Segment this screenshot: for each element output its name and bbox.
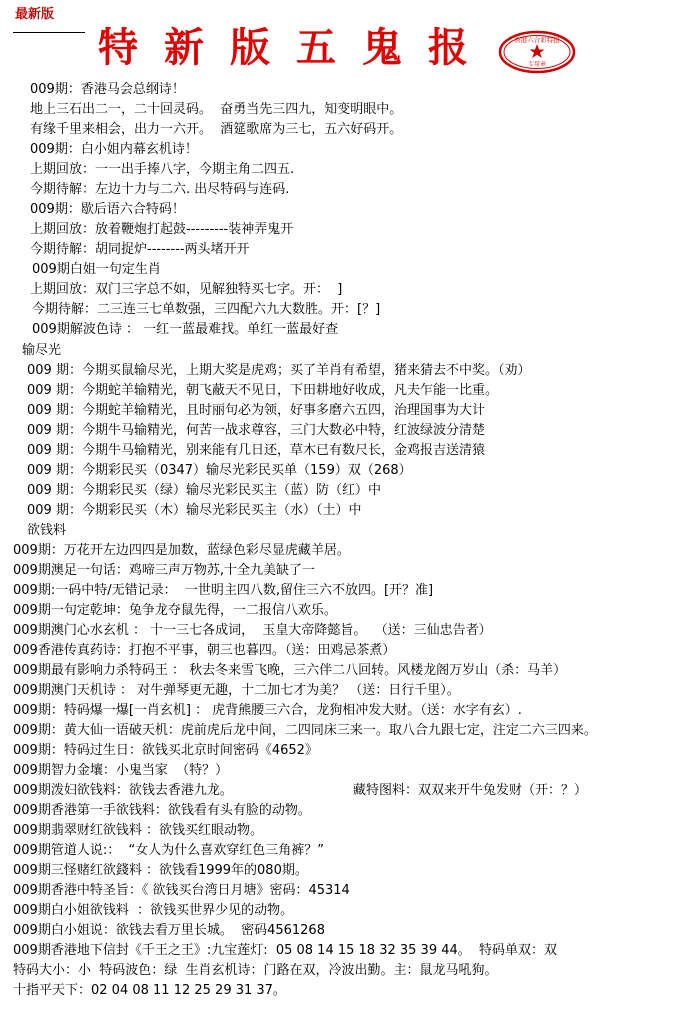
verse-line: 009期：白小姐内幕玄机诗！ [30, 142, 198, 157]
verse-line: 上期回放：一一出手捧八字，今期主角二四五. [30, 162, 295, 177]
page-title: 特新版五鬼报 [98, 24, 494, 71]
verse-line: 009 期：今期牛马输精光，别来能有几日还，草木已有数尺长，金鸡报吉送清猿 [27, 443, 485, 458]
verse-line: 十指平天下：02 04 08 11 12 25 29 31 37。 [13, 983, 286, 998]
verse-line: 009期：特码过生日：欲钱买北京时间密码《4652》 [13, 743, 318, 758]
verse-line: 地上三石出二一，二十回灵码。 奋勇当先三四九，知变明眼中。 [30, 102, 403, 117]
verse-line: 009期白姐一句定生肖 [32, 262, 161, 277]
svg-text:专用章: 专用章 [527, 61, 547, 68]
verse-line: 009期最有影响力杀特码王 ： 秋去冬来雪飞晚，三六伴二八回转。风楼龙阁万岁山（杀：马羊） [13, 663, 567, 678]
verse-line: 009 期：今期彩民买（0347）输尽光彩民买单（159）双（268） [27, 463, 412, 478]
verse-line: 藏特图料：双双来开牛兔发财（开：？） [353, 783, 588, 798]
verse-line: 009期翡翠财红欲钱料 ：欲钱买红眼动物。 [13, 823, 263, 838]
verse-line: 有缘千里来相会，出力一六开。 酒筵歌席为三七，五六好码开。 [30, 122, 403, 137]
verse-line: 009期白小姐欲钱料 ：欲钱买世界少见的动物。 [13, 903, 294, 918]
verse-line: 009香港传真药诗：打抱不平事，朝三也暮四。（送：田鸡忌茶煮） [13, 643, 396, 658]
verse-line: 今期待解：左边十力与二六. 出尽特码与连码. [30, 182, 290, 197]
verse-line: 009 期：今期买鼠输尽光，上期大奖是虎鸡；买了羊肖有希望，猪来猜去不中奖。（劝） [27, 363, 531, 378]
verse-line: 009期香港第一手欲钱料：欲钱看有头有脸的动物。 [13, 803, 311, 818]
verse-line: 009 期：今期牛马输精光，何苦一战求尊容，三门大数必中特，红波绿波分清楚 [27, 423, 485, 438]
verse-line: 今期待解：胡同捉炉--------两头堵开开 [30, 242, 250, 257]
verse-line: 009期澳门心水玄机 ： 十一三七各成词， 玉皇大帝降懿旨。 （送：三仙忠告者） [13, 623, 492, 638]
verse-line: 009期：黄大仙一语破天机：虎前虎后龙中间，二四同床三来一。取八合九跟七定，注定二六三四来。 [13, 723, 597, 738]
verse-line: 009期香港中特圣旨：《 欲钱买台湾日月塘》密码：45314 [13, 883, 350, 898]
verse-line: 009期泼妇欲钱料：欲钱去香港九龙。 [13, 783, 233, 798]
verse-line: 上期回放：放着鞭炮打起鼓---------装神弄鬼开 [30, 222, 294, 237]
verse-line: 009期澳门天机诗 ： 对牛弹琴更无趣，十二加七才为美？ （送：日行千里）。 [13, 683, 460, 698]
verse-line: 009期解波色诗 ： 一红一蓝最难找。单红一蓝最好查 [32, 322, 339, 337]
verse-line: 特码大小：小 特码波色：绿 生肖玄机诗：门路在双，冷波出勤。主：鼠龙马吼狗。 [13, 963, 498, 978]
verse-line: 上期回放：双门三字总不如，见解独特买七字。开： ] [30, 282, 343, 297]
verse-line: 009期白小姐说：欲钱去看万里长城。 密码4561268 [13, 923, 325, 938]
verse-line: 009期香港地下信封《千王之王》:九宝莲灯: 05 08 14 15 18 32 35 39 44。 特码单双：双 [13, 943, 558, 958]
section-heading: 输尽光 [22, 343, 62, 358]
verse-line: 009 期：今期彩民买（绿）输尽光彩民买主（蓝）防（红）中 [27, 483, 381, 498]
section-heading: 欲钱料 [27, 523, 67, 538]
seal-stamp-icon [498, 30, 576, 74]
verse-line: 009 期：今期蛇羊输精光，朝飞蔽天不见日，下田耕地好收成，凡夫乍能一比重。 [27, 383, 498, 398]
verse-line: 009期智力金壤：小鬼当家 （特？） [13, 763, 229, 778]
edition-underline [13, 32, 85, 33]
svg-text:香港六合彩特报: 香港六合彩特报 [514, 36, 560, 44]
verse-line: 009期：特码爆一爆[一肖玄机] ： 虎背熊腰三六合，龙狗相冲发大财。（送：水字有玄）. [13, 703, 522, 718]
verse-line: 009期管道人说:： “女人为什么喜欢穿红色三角裤？” [13, 843, 324, 858]
verse-line: 009期：万花开左边四四是加数，蓝绿色彩尽显虎藏羊居。 [13, 543, 350, 558]
verse-line: 今期待解：二三连三七单数强，三四配六九大数胜。开：[？] [32, 302, 381, 317]
edition-label: 最新版 [15, 7, 55, 22]
verse-line: 009 期：今期蛇羊输精光，且时丽句必为领，好事多磨六五四，治理国事为大计 [27, 403, 485, 418]
verse-line: 009期:一码中特/无错记录： 一世明主四八数,留住三六不放四。[开？准] [13, 583, 434, 598]
verse-line: 009期一句定乾坤：兔争龙夺鼠先得，一二报信八欢乐。 [13, 603, 337, 618]
verse-line: 009 期：今期彩民买（木）输尽光彩民买主（水）（土）中 [27, 503, 362, 518]
verse-line: 009期三怪赌红欲錢料 ：欲钱看1999年的080期。 [13, 863, 308, 878]
verse-line: 009期：歇后语六合特码！ [30, 202, 185, 217]
verse-line: 009期澳足一句话：鸡啼三声万物苏,十全九美缺了一 [13, 563, 315, 578]
verse-line: 009期：香港马会总纲诗！ [30, 82, 185, 97]
